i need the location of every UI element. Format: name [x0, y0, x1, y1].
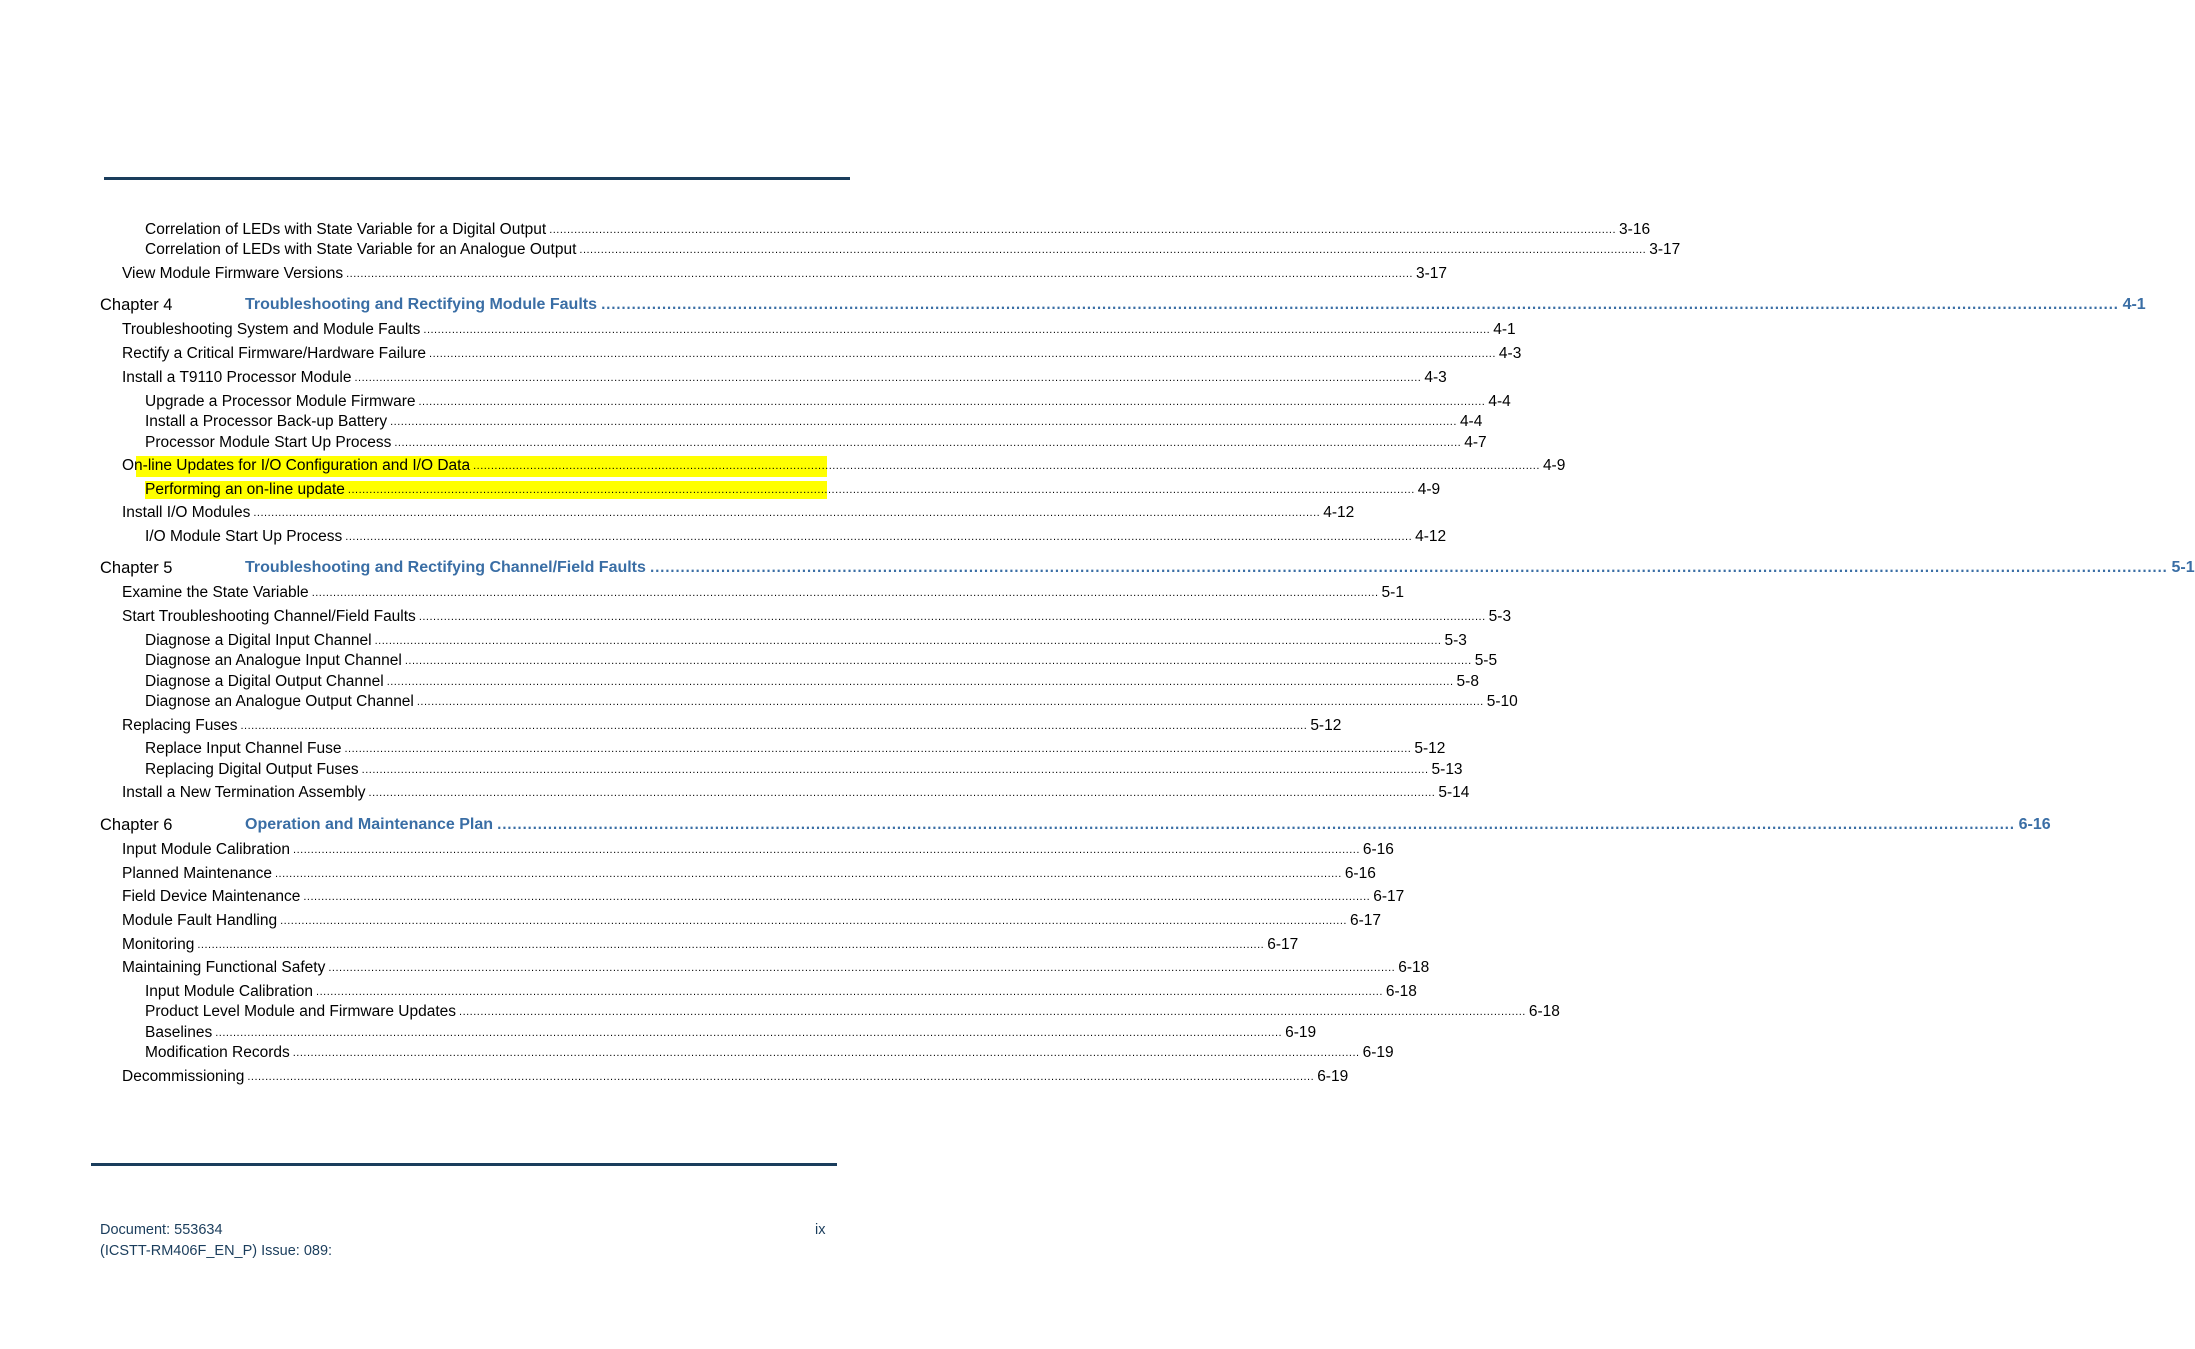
chapter-label: Chapter 4	[100, 296, 173, 314]
leader-dots: ............................................................................................................................................................................................................................................................................................................	[549, 224, 1617, 236]
chapter-label: Chapter 5	[100, 559, 173, 577]
toc-entry-title: Input Module Calibration	[145, 983, 314, 1000]
toc-entry[interactable]	[145, 1024, 1317, 1042]
toc-entry-title: I/O Module Start Up Process	[145, 528, 343, 545]
leader-dots: ............................................................................................................................................................................................................................................................................................................	[292, 1047, 1360, 1059]
toc-entry-page: 4-1	[1493, 321, 1516, 338]
leader-dots: ............................................................................................................................................................................................................................................................................................................	[473, 460, 1540, 472]
toc-entry[interactable]	[122, 345, 1522, 363]
toc-entry[interactable]	[122, 841, 1394, 859]
toc-entry-title: Rectify a Critical Firmware/Hardware Failure	[122, 345, 427, 362]
leader-dots: ............................................................................................................................................................................................................................................................................................................	[429, 348, 1496, 360]
toc-entry-page: 6-17	[1267, 936, 1299, 953]
toc-entry[interactable]	[145, 740, 1446, 758]
toc-entry-page: 6-18	[1398, 959, 1430, 976]
toc-entry-page: 4-9	[1417, 481, 1441, 498]
toc-entry[interactable]	[145, 221, 1651, 239]
chapter-heading-4[interactable]	[100, 295, 2146, 315]
leader-dots: ............................................................................................................................................................................................................................................................................................................	[344, 743, 1412, 755]
toc-entry-page: 4-3	[1424, 369, 1447, 386]
leader-dots: ............................................................................................................................................................................................................................................................................................................	[416, 696, 1484, 708]
toc-entry-title: Correlation of LEDs with State Variable for a Digital Output	[145, 221, 547, 238]
toc-entry-page: 3-17	[1415, 265, 1447, 282]
leader-dots: ............................................................................................................................................................................................................................................................................................................	[390, 416, 1457, 428]
toc-entry-page: 4-4	[1488, 393, 1511, 410]
toc-entry[interactable]	[122, 1068, 1349, 1086]
toc-entry-title: Decommissioning	[122, 1068, 245, 1085]
toc-entry-page: 4-4	[1459, 413, 1483, 430]
leader-dots: ............................................................................................................................................................................................................................................................................................................	[601, 298, 2119, 312]
leader-dots: ............................................................................................................................................................................................................................................................................................................	[354, 372, 1422, 384]
toc-entry-highlighted[interactable]	[145, 481, 1441, 499]
toc-entry-title: Replace Input Channel Fuse	[145, 740, 342, 757]
leader-dots: ............................................................................................................................................................................................................................................................................................................	[346, 268, 1413, 280]
toc-entry-page: 6-16	[1362, 841, 1394, 858]
toc-entry-page: 4-9	[1542, 457, 1566, 474]
toc-entry-page: 5-12	[1310, 717, 1342, 734]
toc-entry-title: Replacing Fuses	[122, 717, 238, 734]
chapter-page: 4-1	[2122, 296, 2146, 313]
toc-entry[interactable]	[122, 265, 1447, 283]
leader-dots: ............................................................................................................................................................................................................................................................................................................	[280, 915, 1347, 927]
toc-entry[interactable]	[145, 393, 1511, 411]
toc-entry-page: 6-19	[1317, 1068, 1349, 1085]
leader-dots: ............................................................................................................................................................................................................................................................................................................	[215, 1027, 1283, 1039]
top-rule	[104, 177, 850, 180]
toc-entry-title: On-line Updates for I/O Configuration and I/O Data	[122, 457, 471, 474]
toc-entry-page: 5-12	[1414, 740, 1446, 757]
toc-entry[interactable]	[145, 434, 1487, 452]
toc-entry[interactable]	[145, 413, 1483, 431]
toc-entry[interactable]	[145, 693, 1518, 711]
toc-entry-page: 6-18	[1385, 983, 1417, 1000]
toc-entry[interactable]	[145, 1044, 1394, 1062]
toc-entry[interactable]	[122, 912, 1381, 930]
toc-entry-title: Replacing Digital Output Fuses	[145, 761, 359, 778]
toc-entry[interactable]	[122, 784, 1470, 802]
toc-entry-page: 6-19	[1362, 1044, 1394, 1061]
toc-entry-page: 4-12	[1415, 528, 1447, 545]
leader-dots: ............................................................................................................................................................................................................................................................................................................	[368, 787, 1436, 799]
leader-dots: ............................................................................................................................................................................................................................................................................................................	[253, 507, 1321, 519]
toc-entry-title: Module Fault Handling	[122, 912, 278, 929]
leader-dots: ............................................................................................................................................................................................................................................................................................................	[345, 531, 1413, 543]
toc-entry-page: 4-3	[1498, 345, 1522, 362]
toc-entry[interactable]	[122, 888, 1405, 906]
leader-dots: ............................................................................................................................................................................................................................................................................................................	[316, 986, 1383, 998]
toc-entry-title: Diagnose a Digital Output Channel	[145, 673, 384, 690]
toc-entry-page: 6-17	[1373, 888, 1405, 905]
toc-entry[interactable]	[145, 673, 1479, 691]
toc-entry-title: Diagnose an Analogue Input Channel	[145, 652, 402, 669]
footer-issue: (ICSTT-RM406F_EN_P) Issue: 089:	[100, 1243, 333, 1259]
toc-entry-title: Processor Module Start Up Process	[145, 434, 392, 451]
leader-dots: ............................................................................................................................................................................................................................................................................................................	[247, 1071, 1315, 1083]
leader-dots: ............................................................................................................................................................................................................................................................................................................	[459, 1006, 1526, 1018]
toc-entry-page: 5-14	[1438, 784, 1470, 801]
toc-entry-title: Input Module Calibration	[122, 841, 291, 858]
leader-dots: ............................................................................................................................................................................................................................................................................................................	[404, 655, 1472, 667]
toc-entry-page: 6-19	[1285, 1024, 1317, 1041]
toc-entry-title: Modification Records	[145, 1044, 290, 1061]
toc-entry-title: Start Troubleshooting Channel/Field Faults	[122, 608, 416, 625]
leader-dots: ............................................................................................................................................................................................................................................................................................................	[386, 676, 1454, 688]
toc-entry-page: 5-10	[1486, 693, 1518, 710]
toc-entry-title: View Module Firmware Versions	[122, 265, 344, 282]
toc-entry-title: Planned Maintenance	[122, 865, 272, 882]
toc-entry-page: 4-12	[1323, 504, 1355, 521]
toc-entry-title: Monitoring	[122, 936, 195, 953]
toc-entry[interactable]	[145, 632, 1467, 650]
toc-entry[interactable]	[145, 983, 1417, 1001]
chapter-title: Troubleshooting and Rectifying Channel/Field Faults	[245, 559, 646, 576]
toc-entry-title: Install a New Termination Assembly	[122, 784, 366, 801]
toc-entry-title: Product Level Module and Firmware Updates	[145, 1003, 457, 1020]
toc-entry-page: 5-3	[1488, 608, 1512, 625]
toc-entry-title: Field Device Maintenance	[122, 888, 301, 905]
toc-entry-page: 5-5	[1474, 652, 1498, 669]
leader-dots: ............................................................................................................................................................................................................................................................................................................	[374, 635, 1442, 647]
toc-entry-page: 5-3	[1444, 632, 1467, 649]
bottom-rule	[91, 1163, 837, 1166]
leader-dots: ............................................................................................................................................................................................................................................................................................................	[328, 962, 1396, 974]
toc-entry[interactable]	[122, 865, 1376, 883]
toc-entry-title: Install a T9110 Processor Module	[122, 369, 352, 386]
chapter-heading-6[interactable]	[100, 815, 2051, 835]
toc-entry[interactable]	[145, 241, 1681, 259]
leader-dots: ............................................................................................................................................................................................................................................................................................................	[418, 611, 1486, 623]
toc-entry-page: 6-16	[1344, 865, 1376, 882]
toc-entry[interactable]	[145, 761, 1463, 779]
chapter-heading-5[interactable]	[100, 558, 2195, 578]
chapter-label: Chapter 6	[100, 816, 173, 834]
footer-document-number: Document: 553634	[100, 1222, 223, 1238]
toc-entry-title: Diagnose a Digital Input Channel	[145, 632, 372, 649]
toc-entry[interactable]	[122, 321, 1516, 339]
leader-dots: ............................................................................................................................................................................................................................................................................................................	[579, 244, 1647, 256]
leader-dots: ............................................................................................................................................................................................................................................................................................................	[293, 844, 1360, 856]
toc-entry[interactable]	[122, 584, 1404, 602]
leader-dots: ............................................................................................................................................................................................................................................................................................................	[649, 561, 2168, 575]
leader-dots: ............................................................................................................................................................................................................................................................................................................	[423, 324, 1491, 336]
leader-dots: ............................................................................................................................................................................................................................................................................................................	[311, 587, 1379, 599]
toc-entry-title: Diagnose an Analogue Output Channel	[145, 693, 414, 710]
toc-entry[interactable]	[122, 959, 1430, 977]
leader-dots: ............................................................................................................................................................................................................................................................................................................	[274, 868, 1342, 880]
toc-entry-title: Install I/O Modules	[122, 504, 251, 521]
toc-entry[interactable]	[145, 652, 1498, 670]
toc-entry-title: Maintaining Functional Safety	[122, 959, 326, 976]
toc-entry-page: 4-7	[1464, 434, 1487, 451]
leader-dots: ............................................................................................................................................................................................................................................................................................................	[497, 818, 2015, 832]
leader-dots: ............................................................................................................................................................................................................................................................................................................	[347, 484, 1415, 496]
chapter-title: Operation and Maintenance Plan	[245, 816, 494, 833]
toc-entry-title: Baselines	[145, 1024, 213, 1041]
leader-dots: ............................................................................................................................................................................................................................................................................................................	[240, 720, 1308, 732]
leader-dots: ............................................................................................................................................................................................................................................................................................................	[418, 396, 1486, 408]
toc-entry-title: Install a Processor Back-up Battery	[145, 413, 388, 430]
toc-entry[interactable]	[122, 608, 1512, 626]
toc-entry-page: 6-17	[1349, 912, 1381, 929]
toc-entry-page: 5-1	[1381, 584, 1404, 601]
leader-dots: ............................................................................................................................................................................................................................................................................................................	[303, 891, 1371, 903]
toc-entry-page: 6-18	[1528, 1003, 1560, 1020]
chapter-title: Troubleshooting and Rectifying Module Faults	[245, 296, 597, 313]
leader-dots: ............................................................................................................................................................................................................................................................................................................	[394, 437, 1462, 449]
toc-entry[interactable]	[145, 1003, 1560, 1021]
toc-entry[interactable]	[145, 528, 1447, 546]
toc-entry[interactable]	[122, 717, 1342, 735]
toc-entry-page: 3-17	[1649, 241, 1681, 258]
toc-entry[interactable]	[122, 369, 1447, 387]
toc-entry-title: Performing an on-line update	[145, 481, 345, 498]
toc-entry-page: 5-8	[1456, 673, 1479, 690]
leader-dots: ............................................................................................................................................................................................................................................................................................................	[197, 939, 1265, 951]
toc-entry-page: 3-16	[1619, 221, 1651, 238]
toc-entry-title: Upgrade a Processor Module Firmware	[145, 393, 416, 410]
chapter-page: 5-1	[2171, 559, 2195, 576]
footer-page-number: ix	[815, 1222, 826, 1238]
toc-entry-highlighted[interactable]	[122, 457, 1566, 475]
toc-entry[interactable]	[122, 936, 1299, 954]
toc-entry-title: Correlation of LEDs with State Variable for an Analogue Output	[145, 241, 577, 258]
leader-dots: ............................................................................................................................................................................................................................................................................................................	[361, 764, 1429, 776]
toc-entry[interactable]	[122, 504, 1355, 522]
toc-entry-title: Troubleshooting System and Module Faults	[122, 321, 421, 338]
toc-entry-page: 5-13	[1431, 761, 1463, 778]
toc-entry-title: Examine the State Variable	[122, 584, 309, 601]
chapter-page: 6-16	[2018, 816, 2051, 833]
